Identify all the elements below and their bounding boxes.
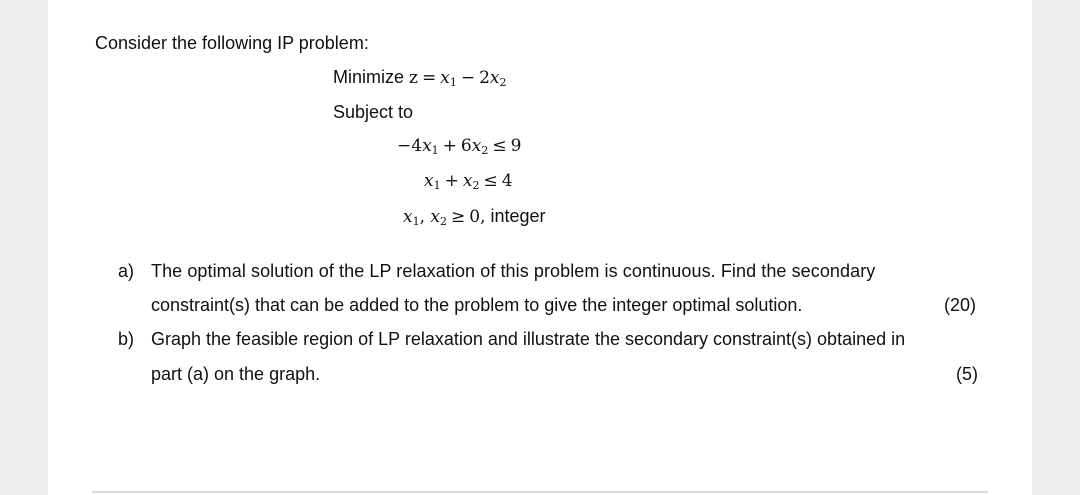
document-page	[48, 0, 1032, 495]
intro-text: Consider the following IP problem:	[95, 33, 369, 53]
bottom-divider	[92, 491, 988, 493]
part-b-line1: Graph the feasible region of LP relaxation and illustrate the secondary constraint(s) obtained in	[151, 329, 906, 349]
objective-expression: $z = x_1 - 2x_2$	[409, 68, 507, 89]
part-a-line1: The optimal solution of the LP relaxation of this problem is continuous. Find the secondary	[151, 261, 876, 281]
objective-prefix: Minimize	[333, 67, 405, 87]
part-b-line2: part (a) on the graph.	[151, 364, 321, 384]
part-b-marks: (5)	[956, 364, 978, 384]
subject-to-label: Subject to	[333, 102, 414, 122]
part-b-label: b)	[118, 329, 135, 349]
constraint-3-suffix: integer	[490, 206, 546, 226]
part-a-label: a)	[118, 261, 135, 281]
constraint-1: $-4x_1 + 6x_2 \le 9$	[397, 136, 522, 157]
objective-line	[333, 66, 507, 94]
part-a-line2: constraint(s) that can be added to the problem to give the integer optimal solution.	[151, 295, 803, 315]
constraint-3	[403, 205, 546, 233]
part-a-marks: (20)	[944, 295, 977, 315]
constraint-2: $x_1 + x_2 \le 4$	[424, 171, 513, 192]
constraint-3-math: $x_1$, $x_2 \ge 0$,	[403, 207, 486, 228]
